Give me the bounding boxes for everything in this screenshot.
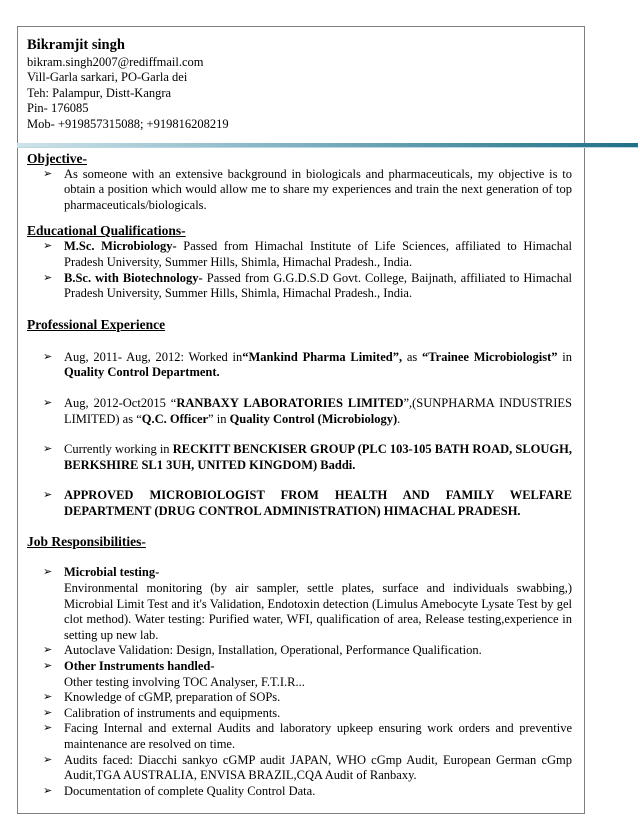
- responsibility-text: Autoclave Validation: Design, Installation, Operational, Performance Qualification.: [64, 643, 482, 658]
- job-title: “Trainee Microbiologist”: [422, 349, 558, 364]
- arrow-bullet-icon: ➢: [43, 691, 53, 704]
- degree-title: M.Sc. Microbiology-: [64, 239, 177, 254]
- arrow-bullet-icon: ➢: [43, 722, 53, 735]
- arrow-bullet-icon: ➢: [43, 489, 53, 502]
- responsibility-text: Calibration of instruments and equipments.: [64, 705, 281, 720]
- list-item: [27, 350, 572, 381]
- arrow-bullet-icon: ➢: [43, 784, 53, 797]
- responsibility-text: Environmental monitoring (by air sampler, settle plates, surface and individuals swabbing,) Microbial Limit Test and it's Validation, Endotoxin detection (Limulus Amebocyte Lysate Test by gel clot method). Water testing: Purified water, WFI, qualification of area, Release testing,experience in setting up new lab.: [64, 581, 572, 642]
- company-name: RANBAXY LABORATORIES LIMITED: [176, 395, 404, 410]
- arrow-bullet-icon: ➢: [43, 753, 53, 766]
- experience-text: in: [557, 349, 572, 364]
- mobile-numbers: Mob- +919857315088; +919816208219: [27, 116, 229, 131]
- degree-details: Passed from Himachal Institute of Life Sciences, affiliated to Himachal Pradesh University, Summer Hills, Shimla, Himachal Pradesh., India.: [64, 239, 573, 269]
- pin-code: Pin- 176085: [27, 101, 89, 116]
- contact-block: [27, 38, 572, 133]
- list-item: [27, 721, 572, 752]
- company-name: “Mankind Pharma Limited”,: [242, 349, 403, 364]
- experience-text: Aug, 2011- Aug, 2012: Worked in: [64, 349, 243, 364]
- experience-list: [27, 350, 572, 520]
- experience-text: ” in: [208, 411, 230, 426]
- arrow-bullet-icon: ➢: [43, 240, 53, 253]
- experience-heading: Professional Experience: [27, 316, 166, 332]
- email-text: bikram.singh2007@rediffmail.com: [27, 54, 204, 69]
- experience-text: as: [402, 349, 422, 364]
- objective-list: [27, 167, 572, 214]
- responsibilities-list: [27, 565, 572, 799]
- responsibility-text: Documentation of complete Quality Control Data.: [64, 783, 316, 798]
- address-line-2: Teh: Palampur, Distt-Kangra: [27, 85, 172, 100]
- list-item: [27, 488, 572, 519]
- resume-content: [27, 38, 572, 799]
- responsibility-title: Other Instruments handled-: [64, 659, 215, 674]
- arrow-bullet-icon: ➢: [43, 660, 53, 673]
- degree-title: B.Sc. with Biotechnology-: [64, 270, 203, 285]
- list-item: [27, 659, 572, 690]
- approval-text: APPROVED MICROBIOLOGIST FROM HEALTH AND FAMILY WELFARE DEPARTMENT (DRUG CONTROL ADMINISTRATION) HIMACHAL PRADESH.: [64, 488, 572, 518]
- degree-details: Passed from G.G.D.S.D Govt. College, Baijnath, affiliated to Himachal Pradesh University, Summer Hills, Shimla, Himachal Pradesh., India.: [64, 270, 572, 301]
- responsibility-text: Knowledge of cGMP, preparation of SOPs.: [64, 690, 281, 705]
- list-item: [27, 565, 572, 643]
- responsibility-text: Facing Internal and external Audits and laboratory upkeep ensuring work orders and preventive maintenance are resolved on time.: [64, 721, 572, 751]
- list-item: [27, 690, 572, 706]
- responsibility-text: Audits faced: Diacchi sankyo cGMP audit JAPAN, WHO cGmp Audit, European German cGmp Audit,TGA AUSTRALIA, ENVISA BRAZIL,CQA Audit of Ranbaxy.: [64, 752, 572, 783]
- arrow-bullet-icon: ➢: [43, 566, 53, 579]
- experience-text: Currently working in: [64, 442, 173, 457]
- list-item: [27, 167, 572, 214]
- list-item: [27, 442, 572, 473]
- list-item: [27, 706, 572, 722]
- job-title: Q.C. Officer: [141, 411, 209, 426]
- candidate-name: Bikramjit singh: [27, 37, 125, 53]
- arrow-bullet-icon: ➢: [43, 167, 53, 180]
- objective-text: As someone with an extensive background in biologicals and pharmaceuticals, my objective is to obtain a position which would allow me to share my experiences and train the next generation of top pharmaceuticals/biologicals.: [64, 166, 572, 212]
- experience-text: ”,(SUNPHARMA INDUSTRIES LIMITED) as “: [64, 395, 572, 426]
- objective-heading: Objective-: [27, 150, 87, 166]
- company-name: RECKITT BENCKISER GROUP (PLC 103-105 BATH ROAD, SLOUGH, BERKSHIRE SL1 3UH, UNITED KINGDOM) Baddi.: [64, 442, 573, 472]
- arrow-bullet-icon: ➢: [43, 271, 53, 284]
- responsibility-title: Microbial testing-: [64, 565, 160, 580]
- department-name: Quality Control Department.: [64, 365, 220, 380]
- list-item: [27, 239, 572, 270]
- list-item: [27, 753, 572, 784]
- list-item: [27, 271, 572, 302]
- responsibilities-heading: Job Responsibilities-: [27, 534, 146, 550]
- arrow-bullet-icon: ➢: [43, 443, 53, 456]
- education-heading: Educational Qualifications-: [27, 223, 186, 239]
- list-item: [27, 784, 572, 800]
- department-name: Quality Control (Microbiology): [229, 411, 398, 426]
- list-item: [27, 643, 572, 659]
- arrow-bullet-icon: ➢: [43, 350, 53, 363]
- list-item: [27, 396, 572, 427]
- arrow-bullet-icon: ➢: [43, 396, 53, 409]
- education-list: [27, 239, 572, 301]
- responsibility-text: Other testing involving TOC Analyser, F.T.I.R...: [64, 674, 305, 689]
- experience-text: Aug, 2012-Oct2015 “: [64, 395, 177, 410]
- arrow-bullet-icon: ➢: [43, 644, 53, 657]
- experience-text: .: [397, 411, 401, 426]
- arrow-bullet-icon: ➢: [43, 706, 53, 719]
- address-line-1: Vill-Garla sarkari, PO-Garla dei: [27, 70, 188, 85]
